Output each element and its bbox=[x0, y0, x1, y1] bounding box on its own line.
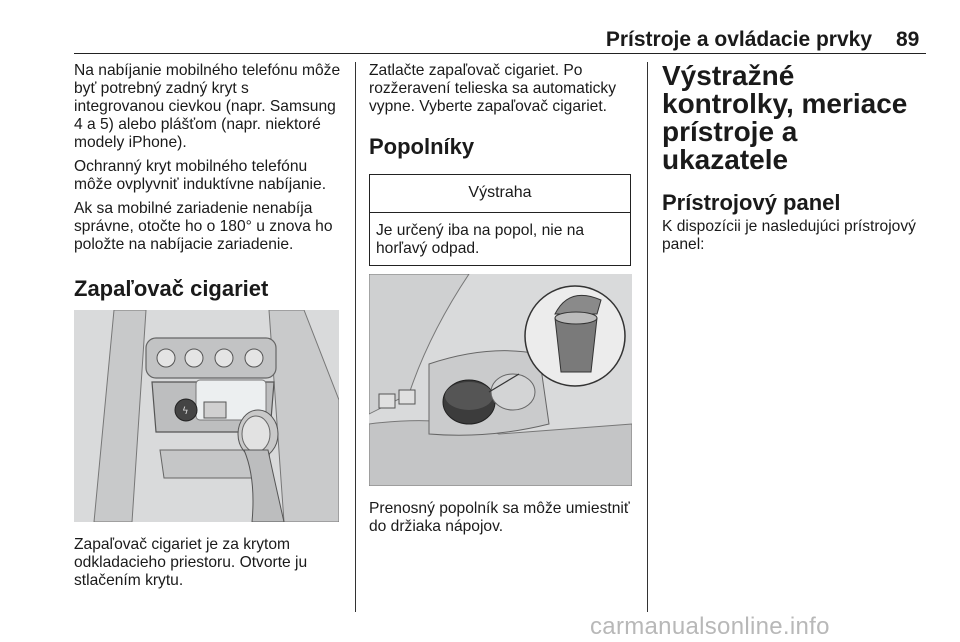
figure-ashtray bbox=[369, 274, 632, 486]
figure-cigarette-lighter bbox=[74, 310, 339, 522]
warning-title: Výstraha bbox=[370, 175, 630, 213]
heading-cigarette-lighter: Zapaľovač cigariet bbox=[74, 276, 269, 301]
warning-box bbox=[369, 174, 631, 266]
svg-text:ϟ: ϟ bbox=[182, 406, 189, 417]
caption-cigarette-lighter: Zapaľovač cigariet je za krytom odkladacieho priestoru. Otvorte ju stlačením krytu. bbox=[74, 536, 308, 589]
column-divider-2 bbox=[647, 62, 648, 612]
header-rule bbox=[74, 53, 926, 54]
watermark: carmanualsonline.info bbox=[590, 613, 830, 640]
warning-body: Je určený iba na popol, nie na horľavý odpad. bbox=[376, 222, 585, 257]
column-left bbox=[74, 62, 342, 302]
column-divider-1 bbox=[355, 62, 356, 612]
paragraph-instrument-panel: K dispozícii je nasledujúci prístrojový panel: bbox=[662, 218, 916, 253]
column-middle bbox=[369, 62, 633, 266]
ashtray-illustration bbox=[369, 274, 632, 486]
page-header-title: Prístroje a ovládacie prvky bbox=[605, 28, 872, 51]
heading-ashtrays: Popolníky bbox=[369, 134, 475, 159]
paragraph-charging-cover: Na nabíjanie mobilného telefónu môže byť potrebný zadný kryt s integrovanou cievkou (napr. Samsung 4 a 5) alebo plášťom (napr. niektoré modely iPhone). bbox=[74, 62, 341, 151]
caption-ashtray-container bbox=[369, 500, 633, 542]
heading-warning-lights: Výstražné kontrolky, meriace prístroje a ukazatele bbox=[662, 60, 908, 175]
paragraph-protective-cover: Ochranný kryt mobilného telefónu môže ovplyvniť induktívne nabíjanie. bbox=[74, 158, 327, 193]
cigarette-lighter-illustration bbox=[74, 310, 339, 522]
column-right bbox=[662, 62, 928, 260]
page-number: 89 bbox=[896, 28, 920, 51]
paragraph-rotate-device: Ak sa mobilné zariadenie nenabíja správne, otočte ho o 180° u znova ho položte na nabíjacie zariadenie. bbox=[74, 200, 333, 253]
caption-lighter-container bbox=[74, 536, 342, 596]
paragraph-lighter-usage: Zatlačte zapaľovač cigariet. Po rozžeravení telieska sa automaticky vypne. Vyberte zapaľovač cigariet. bbox=[369, 62, 617, 115]
caption-ashtray: Prenosný popolník sa môže umiestniť do držiaka nápojov. bbox=[369, 500, 630, 535]
heading-instrument-panel: Prístrojový panel bbox=[662, 190, 841, 215]
